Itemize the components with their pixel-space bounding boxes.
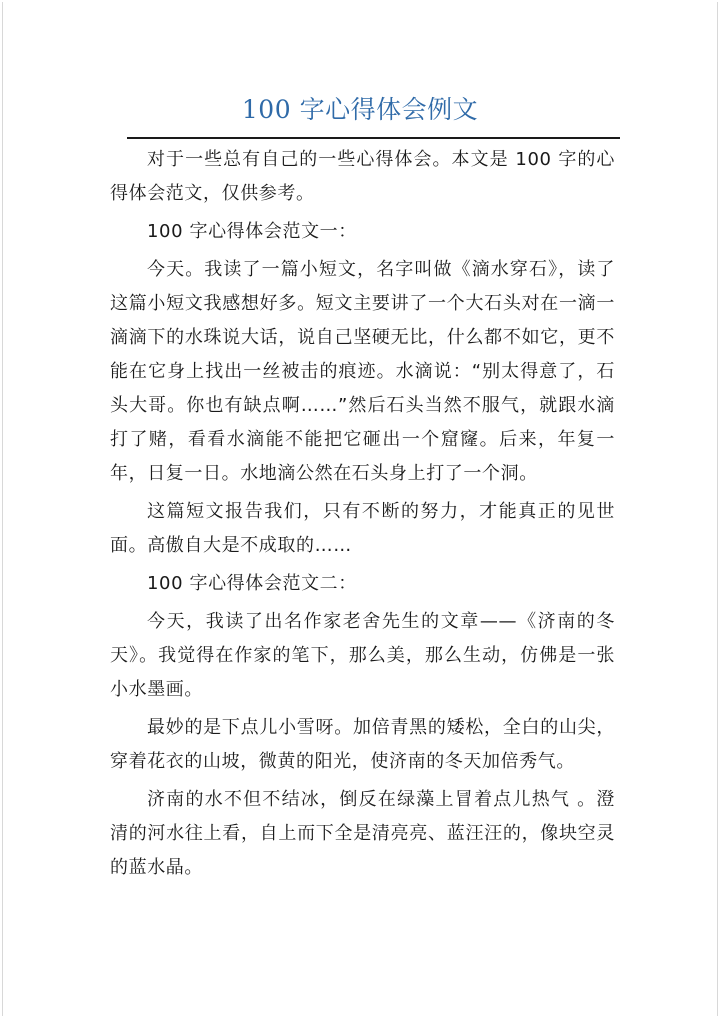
section-heading-2: 100 字心得体会范文二： [147, 573, 357, 594]
essay2-paragraph-3: 济南的水不但不结冰，倒反在绿藻上冒着点儿热气 。澄清的河水往上看，自上而下全是清亮亮、蓝汪汪的，像块空灵的蓝水晶。 [110, 789, 615, 878]
title-underline [127, 137, 620, 139]
document-title: 100 字心得体会例文 [241, 95, 479, 124]
essay1-paragraph-1: 今天。我读了一篇小短文，名字叫做《滴水穿石》，读了这篇小短文我感想好多。短文主要讲了一个大石头对在一滴一滴滴下的水珠说大话，说自己坚硬无比，什么都不如它，更不能在它身上找出一丝被击的痕迹。水滴说：“别太得意了，石头大哥。你也有缺点啊……”然后石头当然不服气，就跟水滴打了赌，看看水滴能不能把它砸出一个窟窿。后来，年复一年，日复一日。水地滴公然在石头身上打了一个洞。 [110, 259, 615, 484]
essay2-paragraph-1: 今天，我读了出名作家老舍先生的文章——《济南的冬天》。我觉得在作家的笔下，那么美，那么生动，仿佛是一张小水墨画。 [110, 611, 615, 700]
section-heading-1: 100 字心得体会范文一： [147, 221, 357, 242]
intro-paragraph: 对于一些总有自己的一些心得体会。本文是 100 字的心得体会范文，仅供参考。 [110, 149, 615, 204]
essay1-paragraph-2: 这篇短文报告我们，只有不断的努力，才能真正的见世面。高傲自大是不成取的…… [110, 501, 615, 556]
essay2-paragraph-2: 最妙的是下点儿小雪呀。加倍青黑的矮松，全白的山尖，穿着花衣的山坡，微黄的阳光，使济南的冬天加倍秀气。 [110, 717, 615, 772]
document-body [110, 143, 615, 885]
